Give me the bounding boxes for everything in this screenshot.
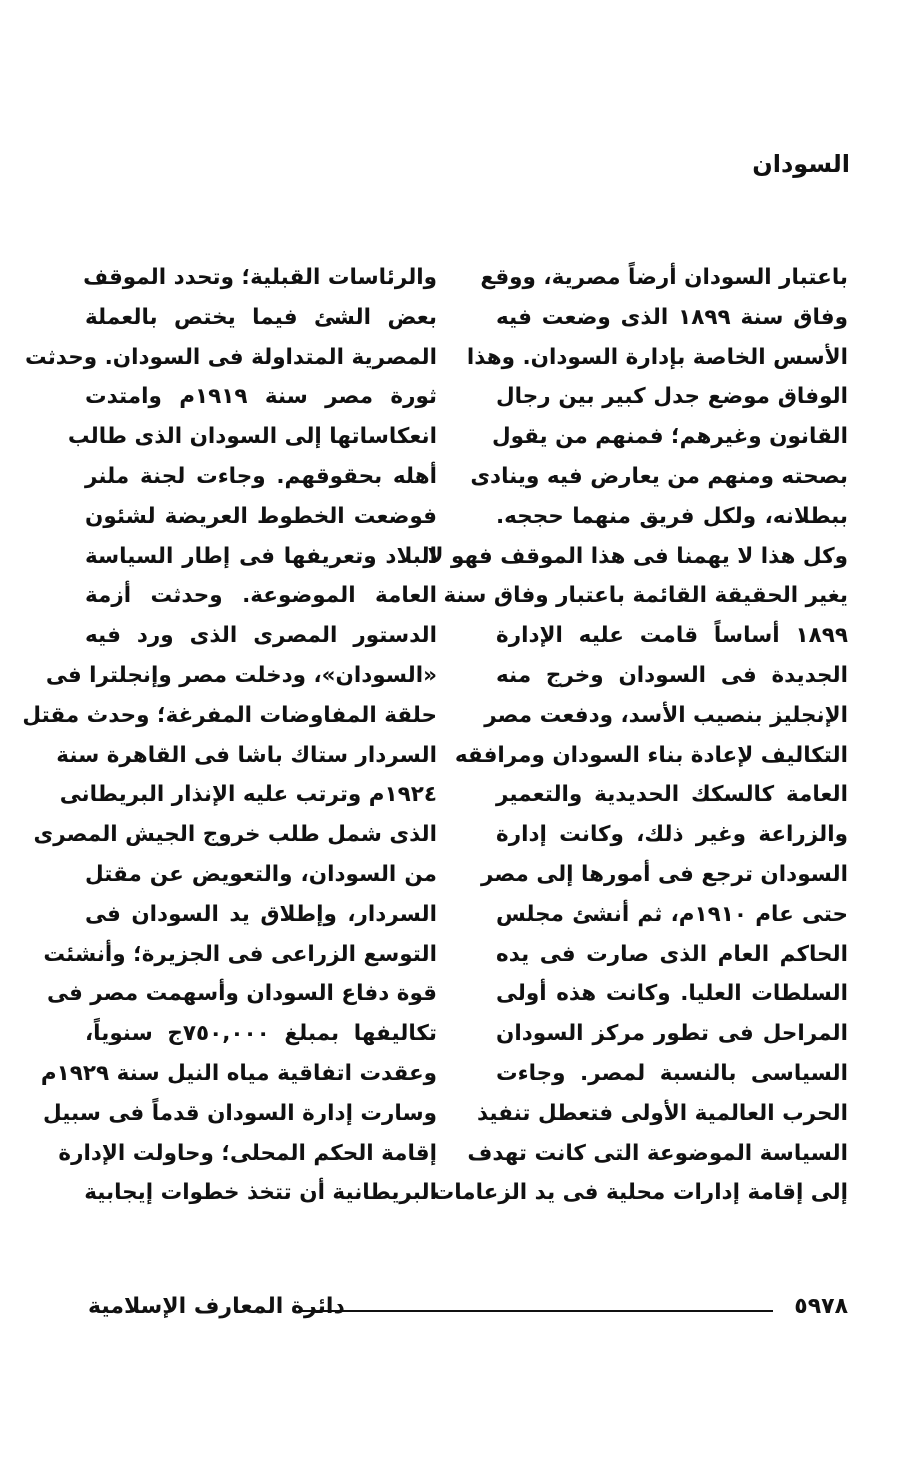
text-column-left xyxy=(22,258,437,1213)
text-line: ببطلانه، ولكل فريق منهما حججه. xyxy=(496,503,848,529)
text-line: حتى عام ١٩١٠م، ثم أنشئ مجلس xyxy=(496,901,848,927)
text-line: إلى إقامة إدارات محلية فى يد الزعامات xyxy=(432,1180,848,1206)
text-line: الحرب العالمية الأولى فتعطل تنفيذ xyxy=(476,1100,848,1126)
text-line: البريطانية أن تتخذ خطوات إيجابية xyxy=(84,1180,437,1206)
text-line: بعض الشئ فيما يختص بالعملة xyxy=(85,304,437,330)
text-line: يغير الحقيقة القائمة باعتبار وفاق سنة xyxy=(443,583,848,609)
text-line: وفاق سنة ١٨٩٩ الذى وضعت فيه xyxy=(496,304,848,330)
text-line: وكل هذا لا يهمنا فى هذا الموقف فهو لا xyxy=(427,543,848,569)
text-line: المصرية المتداولة فى السودان. وحدثت xyxy=(24,344,437,370)
text-line: ١٩٢٤م وترتب عليه الإنذار البريطانى xyxy=(59,782,437,808)
text-line: ثورة مصر سنة ١٩١٩م وامتدت xyxy=(85,384,437,410)
text-line: من السودان، والتعويض عن مقتل xyxy=(85,861,437,887)
text-line: الجديدة فى السودان وخرج منه xyxy=(496,662,848,688)
text-line: السياسى بالنسبة لمصر. وجاءت xyxy=(496,1060,848,1086)
journal-title: دائرة المعارف الإسلامية xyxy=(88,1294,345,1319)
text-line: التكاليف لإعادة بناء السودان ومرافقه xyxy=(454,742,848,768)
text-line: والرئاسات القبلية؛ وتحدد الموقف xyxy=(83,265,437,290)
text-line: الأسس الخاصة بإدارة السودان. وهذا xyxy=(466,344,848,370)
text-line: الوفاق موضع جدل كبير بين رجال xyxy=(496,384,848,410)
text-line: السياسة الموضوعة التى كانت تهدف xyxy=(467,1140,848,1166)
footer-rule xyxy=(298,1310,773,1312)
running-header: السودان xyxy=(752,150,850,178)
text-line: باعتبار السودان أرضاً مصرية، ووقع xyxy=(480,265,848,290)
text-line: حلقة المفاوضات المفرغة؛ وحدث مقتل xyxy=(22,702,437,728)
text-line: التوسع الزراعى فى الجزيرة؛ وأنشئت xyxy=(43,941,437,967)
text-line: والزراعة وغير ذلك، وكانت إدارة xyxy=(496,822,848,848)
text-line: الذى شمل طلب خروج الجيش المصرى xyxy=(33,822,437,848)
text-line: السودان ترجع فى أمورها إلى مصر xyxy=(480,861,848,887)
page-number: ٥٩٧٨ xyxy=(794,1294,848,1319)
text-line: إقامة الحكم المحلى؛ وحاولت الإدارة xyxy=(58,1140,437,1166)
text-line: انعكاساتها إلى السودان الذى طالب xyxy=(67,424,437,450)
text-line: القانون وغيرهم؛ فمنهم من يقول xyxy=(491,424,848,450)
text-line: العامة كالسكك الحديدية والتعمير xyxy=(496,782,848,808)
text-line: بصحته ومنهم من يعارض فيه وينادى xyxy=(470,463,848,489)
text-line: فوضعت الخطوط العريضة لشئون xyxy=(85,503,437,529)
text-line: ١٨٩٩ أساساً قامت عليه الإدارة xyxy=(496,623,848,649)
text-line: «السودان»، ودخلت مصر وإنجلترا فى xyxy=(45,662,437,688)
text-line: وسارت إدارة السودان قدماً فى سبيل xyxy=(43,1100,437,1126)
text-line: البلاد وتعريفها فى إطار السياسة xyxy=(85,543,437,569)
text-line: العامة الموضوعة. وحدثت أزمة xyxy=(85,583,437,609)
text-line: السردار ستاك باشا فى القاهرة سنة xyxy=(56,742,437,768)
text-line: أهله بحقوقهم. وجاءت لجنة ملنر xyxy=(85,463,437,489)
text-line: الدستور المصرى الذى ورد فيه xyxy=(85,623,437,649)
text-column-right xyxy=(427,258,848,1213)
text-line: الحاكم العام الذى صارت فى يده xyxy=(496,941,848,967)
text-line: قوة دفاع السودان وأسهمت مصر فى xyxy=(46,981,437,1007)
text-line: تكاليفها بمبلغ ٧٥٠,٠٠٠ج سنوياً، xyxy=(85,1021,437,1047)
text-line: الإنجليز بنصيب الأسد، ودفعت مصر xyxy=(484,702,848,728)
text-line: السلطات العليا. وكانت هذه أولى xyxy=(496,981,848,1007)
page-footer xyxy=(88,1294,848,1326)
text-line: السردار، وإطلاق يد السودان فى xyxy=(85,901,437,927)
text-line: المراحل فى تطور مركز السودان xyxy=(496,1021,848,1047)
text-line: وعقدت اتفاقية مياه النيل سنة ١٩٢٩م xyxy=(40,1060,437,1086)
